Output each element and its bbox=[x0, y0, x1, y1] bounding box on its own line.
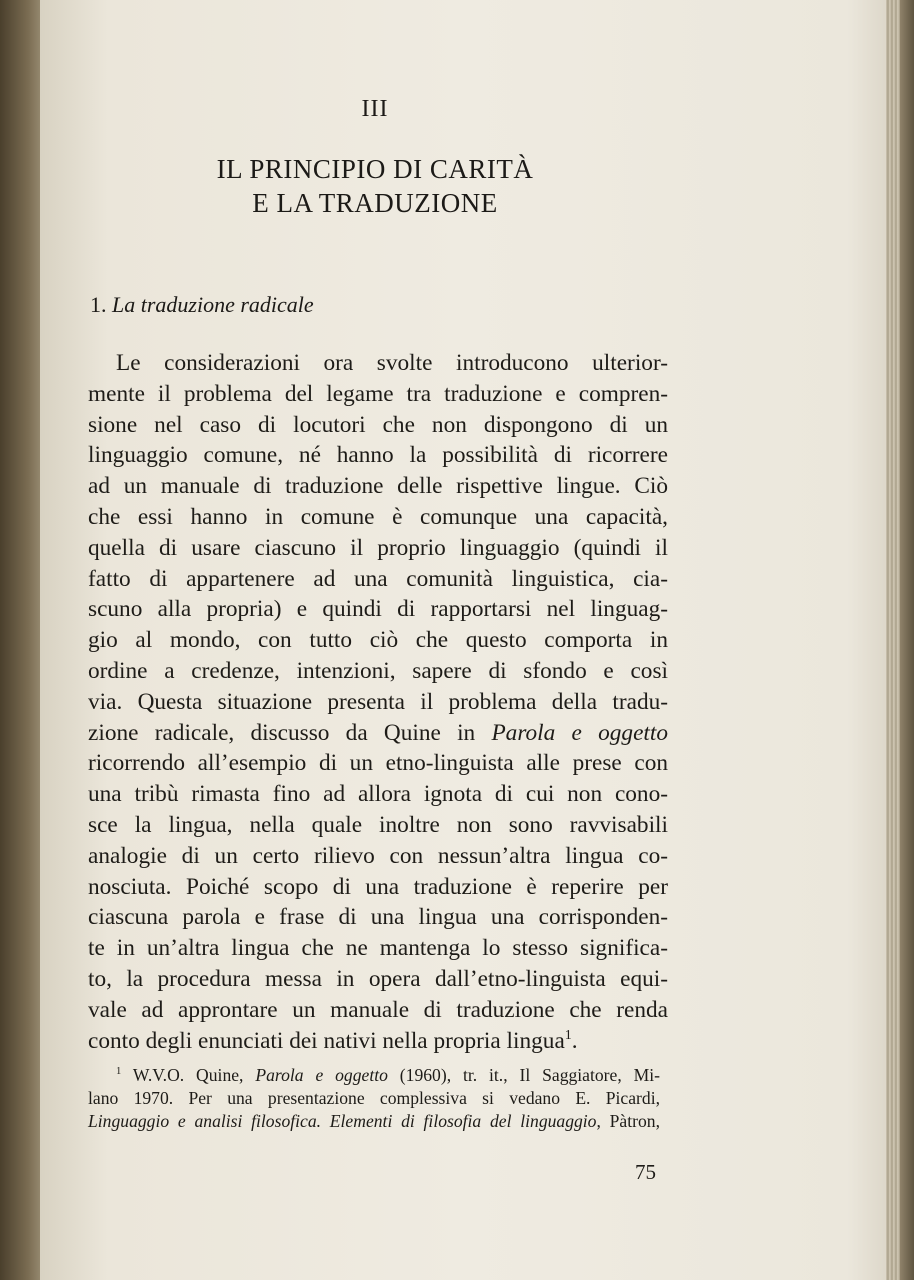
body-line: nosciuta. Poiché scopo di una traduzione è reperire per bbox=[88, 873, 668, 900]
italic-book-title: Parola e oggetto bbox=[491, 719, 669, 746]
body-line: Le considerazioni ora svolte introducono ulterior- bbox=[116, 350, 668, 376]
body-line: analogie di un certo rilievo con nessun’altra lingua co- bbox=[88, 842, 668, 869]
footnote-italic-title: Linguaggio e analisi filosofica. Elementi di filosofia del linguaggio bbox=[88, 1111, 597, 1131]
body-line-text: conto degli enunciati dei nativi nella propria lingua bbox=[88, 1027, 565, 1054]
body-line: vale ad approntare un manuale di traduzione che renda bbox=[88, 996, 668, 1023]
footnote bbox=[88, 1064, 660, 1133]
chapter-title bbox=[90, 152, 660, 220]
body-line: che essi hanno in comune è comunque una capacità, bbox=[88, 503, 668, 530]
body-line: ricorrendo all’esempio di un etno-linguista alle prese con bbox=[88, 750, 668, 777]
body-line-last: conto degli enunciati dei nativi nella propria lingua$^1$. bbox=[88, 1027, 578, 1054]
body-line: ciascuna parola e frase di una lingua una corrisponden- bbox=[88, 904, 668, 931]
body-line: una tribù rimasta fino ad allora ignota di cui non cono- bbox=[88, 781, 668, 808]
footnote-line bbox=[88, 1110, 660, 1133]
body-line: to, la procedura messa in opera dall’etno-linguista equi- bbox=[88, 965, 668, 992]
page-edges-shadow bbox=[900, 0, 914, 1280]
page-number: 75 bbox=[635, 1160, 656, 1184]
body-line: mente il problema del legame tra traduzione e compren- bbox=[88, 380, 668, 407]
footnote-line: lano 1970. Per una presentazione complessiva si vedano E. Picardi, bbox=[88, 1088, 660, 1108]
body-line-text: zione radicale, discusso da Quine in bbox=[88, 719, 476, 746]
body-paragraph bbox=[88, 348, 668, 1056]
body-line: linguaggio comune, né hanno la possibilità di ricorrere bbox=[88, 442, 668, 469]
chapter-title-line-1: IL PRINCIPIO DI CARITÀ bbox=[216, 154, 534, 184]
footnote-text: (1960), tr. it., Il Saggiatore, Mi- bbox=[399, 1065, 660, 1085]
footnote-italic-title: Parola e oggetto bbox=[255, 1065, 388, 1085]
body-line: via. Questa situazione presenta il problema della tradu- bbox=[88, 688, 668, 715]
footnote-author: W.V.O. Quine, bbox=[132, 1065, 244, 1085]
section-heading bbox=[90, 292, 314, 318]
footnote-reference[interactable]: 1 bbox=[564, 1027, 572, 1043]
footnote-text: , Pàtron, bbox=[596, 1111, 660, 1131]
chapter-title-line-2: E LA TRADUZIONE bbox=[252, 188, 498, 218]
body-line: quella di usare ciascuno il proprio linguaggio (quindi il bbox=[88, 534, 668, 561]
footnote-marker: 1 bbox=[116, 1066, 122, 1078]
section-number: 1. bbox=[90, 292, 107, 317]
body-line: sione nel caso di locutori che non dispongono di un bbox=[88, 411, 668, 438]
body-line-with-italic bbox=[88, 718, 668, 749]
body-line: scuno alla propria) e quindi di rapportarsi nel linguag- bbox=[88, 596, 668, 623]
body-line: sce la lingua, nella quale inoltre non sono ravvisabili bbox=[88, 811, 668, 838]
body-line: ordine a credenze, intenzioni, sapere di sfondo e così bbox=[88, 657, 668, 684]
body-line: fatto di appartenere ad una comunità linguistica, cia- bbox=[88, 565, 668, 592]
body-line: ad un manuale di traduzione delle rispettive lingue. Ciò bbox=[88, 473, 668, 500]
section-title: La traduzione radicale bbox=[112, 292, 314, 317]
body-line: te in un’altra lingua che ne mantenga lo stesso significa- bbox=[88, 935, 668, 962]
footnote-line bbox=[88, 1064, 660, 1087]
body-line: gio al mondo, con tutto ciò che questo comporta in bbox=[88, 627, 668, 654]
chapter-number: III bbox=[361, 96, 389, 122]
